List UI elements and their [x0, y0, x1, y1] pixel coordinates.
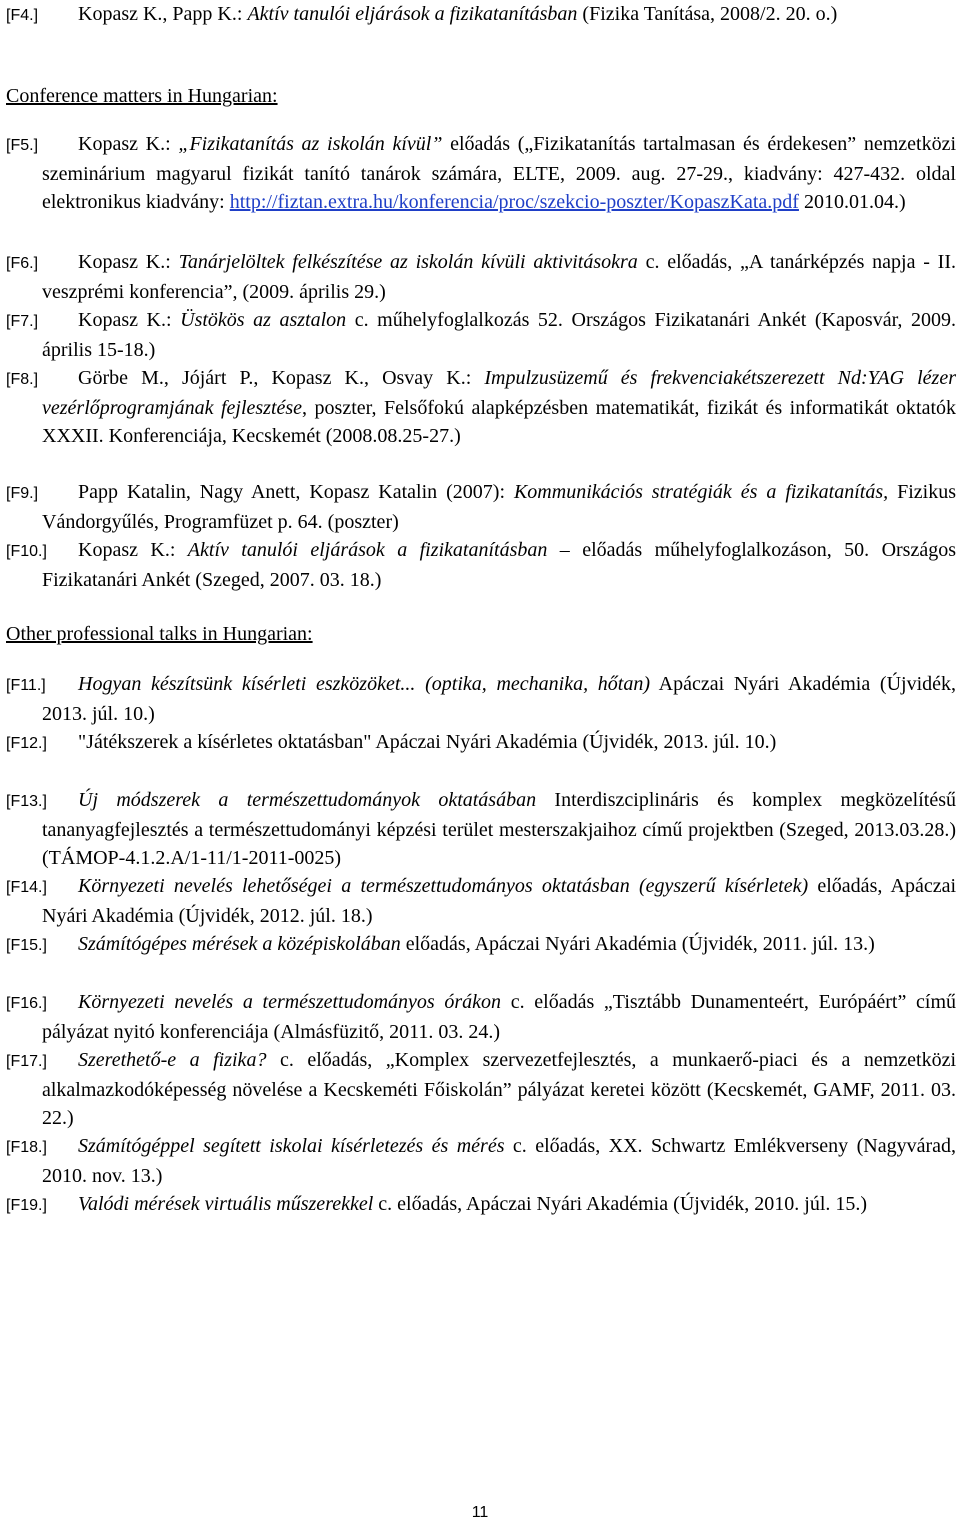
reference-details: c. műhelyfoglalkozás 52. Országos Fizikatanári Ankét (Kaposvár, 2009. április 15-18.) [42, 309, 956, 361]
reference-code: [F7.] [6, 313, 39, 330]
reference-code: [F18.] [6, 1139, 47, 1156]
section-heading-conference: Conference matters in Hungarian: [6, 85, 278, 107]
reference-title: Környezeti nevelés a természettudományos órákon [78, 991, 502, 1013]
reference-title: Aktív tanulói eljárások a fizikatanításban [187, 539, 548, 561]
reference-details: (Fizika Tanítása, 2008/2. 20. o.) [577, 3, 838, 25]
reference-details: c. előadás, „Komplex szervezetfejlesztés, a munkaerő-piaci és a nemzetközi alkalmazkodóképesség növelése a Kecskeméti Főiskolán” pályázat keretei között (Kecskemét, GAMF, 2011. 03. 22.) [42, 1049, 957, 1129]
reference-details: c. előadás, Apáczai Nyári Akadémia (Újvidék, 2010. júl. 15.) [373, 1193, 868, 1215]
reference-title: Szerethető-e a fizika? [78, 1049, 267, 1071]
reference-code: [F14.] [6, 879, 47, 896]
reference-details: Interdiszciplináris és komplex megközelítésű tananyagfejlesztés a természettudományi képzési terület mesterszakjaihoz című projektben (Szeged, 2013.03.28.) (TÁMOP-4.1.2.A/1-11/1-2011-0025) [42, 789, 956, 869]
page-number: 11 [471, 1504, 489, 1521]
reference-code: [F9.] [6, 485, 39, 502]
reference-code: [F15.] [6, 937, 47, 954]
reference-code: [F17.] [6, 1053, 47, 1070]
reference-details: előadás, Apáczai Nyári Akadémia (Újvidék, 2012. júl. 18.) [42, 875, 957, 927]
reference-code: [F5.] [6, 137, 39, 154]
reference-code: [F12.] [6, 735, 47, 752]
reference-f11 [6, 670, 956, 728]
reference-details: Fizikus Vándorgyűlés, Programfüzet p. 64. (poszter) [42, 481, 956, 533]
reference-f13 [6, 786, 956, 872]
reference-title: Impulzusüzemű és frekvenciakétszerezett Nd:YAG lézer vezérlőprogramjának fejlesztése [42, 367, 956, 419]
reference-code: [F11.] [6, 677, 46, 694]
reference-authors: Kopasz K.: [78, 133, 179, 155]
reference-authors: Kopasz K.: [78, 539, 188, 561]
reference-details: c. előadás „Tisztább Dunamenteért, Európáért” című pályázat nyitó konferenciája (Almásfüzitő, 2011. 03. 24.) [42, 991, 956, 1043]
reference-code: [F19.] [6, 1197, 47, 1214]
reference-details: c. előadás, „A tanárképzés napja - II. veszprémi konferencia”, (2009. április 29.) [42, 251, 957, 303]
reference-code: [F6.] [6, 255, 39, 272]
reference-details: , poszter, Felsőfokú alapképzésben matematikát, fizikát és informatikát oktatók XXXII. Konferenciája, Kecskemét (2008.08.25-27.) [42, 397, 956, 447]
reference-title: Kommunikációs stratégiák és a fizikatanítás, [513, 481, 889, 503]
reference-title: Új módszerek a természettudományok oktatásában [78, 789, 537, 811]
reference-f8 [6, 364, 956, 450]
reference-title: Környezeti nevelés lehetőségei a természettudományos oktatásban (egyszerű kísérletek) [78, 875, 809, 897]
reference-f10 [6, 536, 956, 594]
reference-details: c. előadás, XX. Schwartz Emlékverseny (Nagyvárad, 2010. nov. 13.) [42, 1135, 957, 1187]
reference-f4 [6, 0, 956, 30]
reference-f6 [6, 248, 956, 306]
reference-title: Tanárjelöltek felkészítése az iskolán kívüli aktivitásokra [178, 251, 638, 273]
reference-authors: Papp Katalin, Nagy Anett, Kopasz Katalin (2007): [78, 481, 514, 503]
reference-title: Üstökös az asztalon [180, 309, 347, 331]
reference-code: [F4.] [6, 7, 39, 24]
reference-f15 [6, 930, 956, 960]
reference-authors: Görbe M., Jójárt P., Kopasz K., Osvay K.: [78, 367, 485, 389]
reference-details: – előadás műhelyfoglalkozáson, 50. Országos Fizikatanári Ankét (Szeged, 2007. 03. 18.) [42, 539, 956, 591]
reference-title: Számítógéppel segített iskolai kísérletezés és mérés [78, 1135, 505, 1157]
reference-date: 2010.01.04.) [798, 191, 906, 213]
reference-authors: Kopasz K.: [78, 309, 181, 331]
reference-f17 [6, 1046, 956, 1132]
reference-details: előadás („Fizikatanítás tartalmasan és érdekesen” nemzetközi szeminárium magyarul fizikát tanító tanárok számára, ELTE, 2009. aug. 27-29., kiadvány: 427-432. oldal elektronikus kiadvány: [42, 133, 956, 213]
section-heading-other-talks: Other professional talks in Hungarian: [6, 623, 313, 645]
reference-title: Aktív tanulói eljárások a fizikatanításban [247, 3, 578, 25]
reference-code: [F13.] [6, 793, 47, 810]
reference-title: Számítógépes mérések a középiskolában [78, 933, 401, 955]
reference-title: „Fizikatanítás az iskolán kívül” [178, 133, 443, 155]
reference-code: [F8.] [6, 371, 39, 388]
reference-code: [F10.] [6, 543, 47, 560]
reference-details: Apáczai Nyári Akadémia (Újvidék, 2013. júl. 10.) [42, 673, 957, 725]
reference-f16 [6, 988, 956, 1046]
reference-details: előadás, Apáczai Nyári Akadémia (Újvidék, 2011. júl. 13.) [400, 933, 875, 955]
reference-details: "Játékszerek a kísérletes oktatásban" Apáczai Nyári Akadémia (Újvidék, 2013. júl. 10.) [78, 731, 777, 753]
reference-f5 [6, 130, 956, 216]
reference-link[interactable]: http://fiztan.extra.hu/konferencia/proc/szekcio-poszter/KopaszKata.pdf [229, 191, 799, 213]
reference-f9 [6, 478, 956, 536]
reference-f19 [6, 1190, 956, 1220]
reference-authors: Kopasz K., Papp K.: [78, 3, 248, 25]
reference-f14 [6, 872, 956, 930]
reference-f12 [6, 728, 956, 758]
reference-title: Valódi mérések virtuális műszerekkel [78, 1193, 374, 1215]
reference-title: Hogyan készítsünk kísérleti eszközöket... (optika, mechanika, hőtan) [78, 673, 651, 695]
reference-f7 [6, 306, 956, 364]
reference-f18 [6, 1132, 956, 1190]
reference-authors: Kopasz K.: [78, 251, 179, 273]
reference-code: [F16.] [6, 995, 47, 1012]
